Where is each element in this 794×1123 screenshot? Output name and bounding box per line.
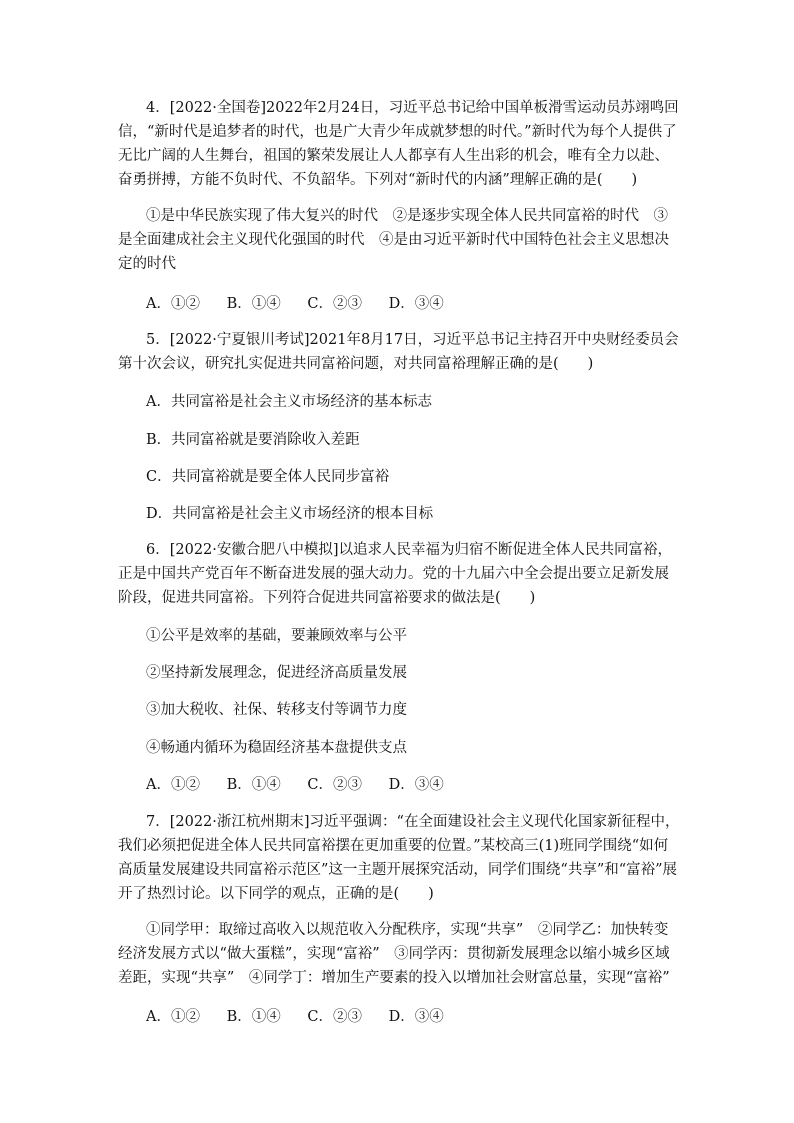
question-7-option-a: A．①② — [146, 1009, 200, 1025]
question-4-options — [146, 292, 466, 316]
question-4-option-c: C．②③ — [307, 296, 362, 312]
question-7-stem: 7．[2022·浙江杭州期末]习近平强调：“在全面建设社会主义现代化国家新征程中，我们必须把促进全体人民共同富裕摆在更加重要的位置。”某校高三(1)班同学围绕“如何高质量发展建设共同富裕示范区”这一主题开展探究活动，同学们围绕“共享”和“富裕”展开了热烈讨论。以下同学的观点，正确的是( ) — [118, 814, 680, 902]
question-5-option-c: C．共同富裕就是要全体人民同步富裕 — [146, 469, 390, 485]
question-7-options — [146, 1005, 466, 1029]
question-6-item-2: ②坚持新发展理念，促进经济高质量发展 — [146, 665, 407, 681]
question-4-items: ①是中华民族实现了伟大复兴的时代 ②是逐步实现全体人民共同富裕的时代 ③是全面建成社会主义现代化强国的时代 ④是由习近平新时代中国特色社会主义思想决定的时代 — [118, 208, 669, 272]
question-5-option-d: D．共同富裕是社会主义市场经济的根本目标 — [146, 506, 434, 522]
question-4-option-b: B．①④ — [226, 296, 281, 312]
question-6-stem: 6．[2022·安徽合肥八中模拟]以追求人民幸福为归宿不断促进全体人民共同富裕，正是中国共产党百年不断奋进发展的强大动力。党的十九届六中全会提出要立足新发展阶段，促进共同富裕。下列符合促进共同富裕要求的做法是( ) — [118, 542, 673, 606]
question-6-options — [146, 773, 466, 797]
question-6-item-4: ④畅通内循环为稳固经济基本盘提供支点 — [146, 740, 407, 756]
question-5-option-b: B．共同富裕就是要消除收入差距 — [146, 432, 360, 448]
question-6-option-c: C．②③ — [307, 777, 362, 793]
question-6-option-d: D．③④ — [388, 777, 444, 793]
question-6-item-3: ③加大税收、社保、转移支付等调节力度 — [146, 702, 407, 718]
question-6-option-b: B．①④ — [226, 777, 281, 793]
question-4-stem: 4．[2022·全国卷]2022年2月24日，习近平总书记给中国单板滑雪运动员苏翊鸣回信，“新时代是追梦者的时代，也是广大青少年成就梦想的时代。”新时代为每个人提供了无比广阔的人生舞台，祖国的繁荣发展让人人都享有人生出彩的机会，唯有全力以赴、奋勇拼搏，方能不负时代、不负韶华。下列对“新时代的内涵”理解正确的是( ) — [118, 100, 679, 188]
question-4-option-d: D．③④ — [388, 296, 444, 312]
question-7-option-d: D．③④ — [388, 1009, 444, 1025]
question-5-stem: 5．[2022·宁夏银川考试]2021年8月17日，习近平总书记主持召开中央财经委员会第十次会议，研究扎实促进共同富裕问题，对共同富裕理解正确的是( ) — [118, 332, 679, 372]
question-6-option-a: A．①② — [146, 777, 200, 793]
question-6-item-1: ①公平是效率的基础，要兼顾效率与公平 — [146, 628, 407, 644]
question-7-option-c: C．②③ — [307, 1009, 362, 1025]
question-5-option-a: A．共同富裕是社会主义市场经济的基本标志 — [146, 394, 432, 410]
question-7-items: ①同学甲：取缔过高收入以规范收入分配秩序，实现“共享” ②同学乙：加快转变经济发展方式以“做大蛋糕”，实现“富裕” ③同学丙：贯彻新发展理念以缩小城乡区域差距，实现“共享” ④同学丁：增加生产要素的投入以增加社会财富总量，实现“富裕” — [118, 922, 670, 986]
question-4-option-a: A．①② — [146, 296, 200, 312]
question-7-option-b: B．①④ — [226, 1009, 281, 1025]
